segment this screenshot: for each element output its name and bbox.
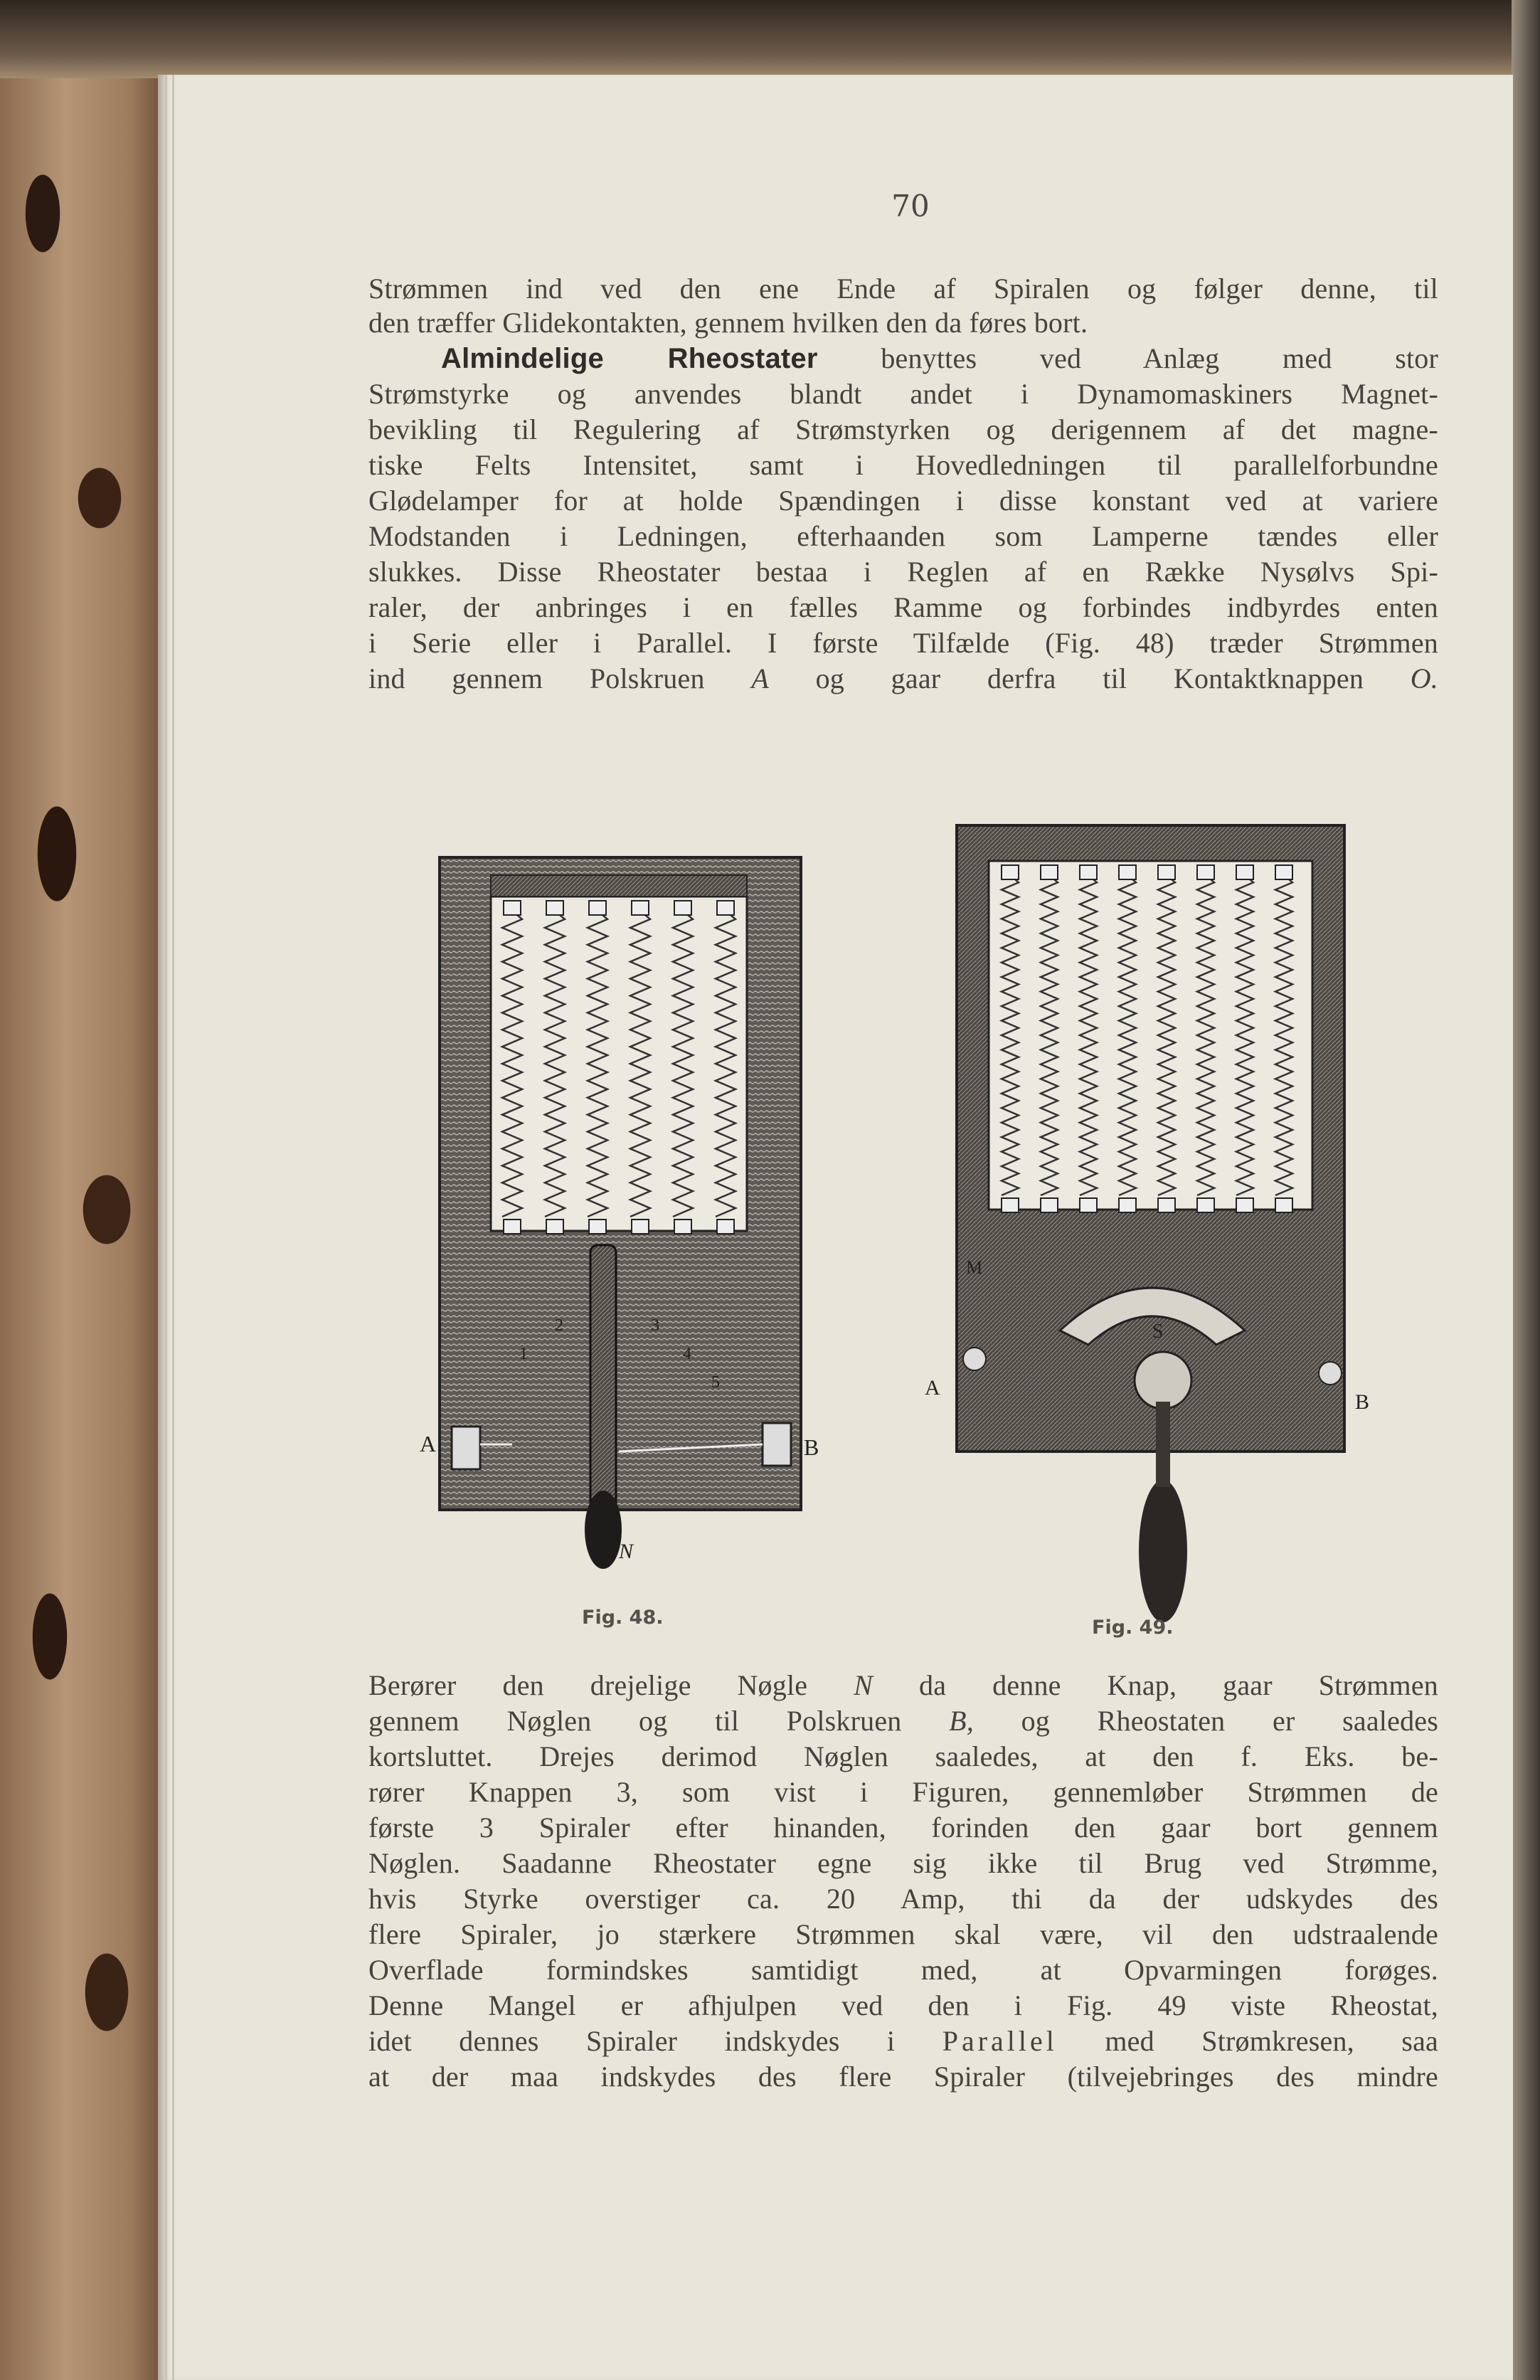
clamp [589, 901, 606, 915]
clamp [1158, 865, 1175, 879]
clamp [546, 901, 563, 915]
text-line: Strømstyrke og anvendes blandt andet i Dynamomaskiners Magnet- [368, 378, 1438, 410]
clamp [1275, 1198, 1292, 1212]
clamp [1197, 1198, 1214, 1212]
clamp [1080, 1198, 1097, 1212]
clamp [632, 1220, 649, 1234]
page-edge [165, 75, 167, 2380]
label-n: N [619, 1540, 634, 1563]
figure-48-caption: Fig. 48. [582, 1607, 664, 1629]
text-line: den træffer Glidekontakten, gennem hvilken den da føres bort. [368, 307, 1088, 339]
figure-48-series-rheostat [384, 847, 882, 1572]
text-line: Strømmen ind ved den ene Ende af Spiralen og følger denne, til [368, 273, 1438, 305]
clamp [1080, 865, 1097, 879]
spiral-window [989, 861, 1312, 1210]
clamp [717, 1220, 734, 1234]
label-a: A [925, 1376, 940, 1400]
label-knob-2: 2 [555, 1316, 563, 1335]
clamp [1158, 1198, 1175, 1212]
text-line: at der maa indskydes des flere Spiraler (tilvejebringes des mindre [368, 2061, 1438, 2093]
text-line: kortsluttet. Drejes derimod Nøglen saaledes, at den f. Eks. be- [368, 1740, 1438, 1772]
page-number: 70 [891, 189, 930, 223]
label-knob-4: 4 [683, 1345, 691, 1363]
clamp [589, 1220, 606, 1234]
text-line: i Serie eller i Parallel. I første Tilfælde (Fig. 48) træder Strømmen [368, 627, 1438, 659]
text-line: gennem Nøglen og til Polskruen B, og Rheostaten er saaledes [368, 1705, 1438, 1737]
figure-49-caption: Fig. 49. [1092, 1617, 1174, 1639]
clamp [1236, 865, 1253, 879]
terminal-b [763, 1423, 791, 1466]
book-top-edge [0, 0, 1540, 78]
label-b: B [804, 1434, 819, 1460]
handle-grip [1139, 1480, 1187, 1622]
text-line: tiske Felts Intensitet, samt i Hovedledningen til parallelforbundne [368, 449, 1438, 481]
text-line: Almindelige Rheostater benyttes ved Anlæg med stor [441, 342, 1438, 374]
clamp [504, 1220, 521, 1234]
clamp [1002, 1198, 1019, 1212]
text-line: raler, der anbringes i en fælles Ramme og forbindes indbyrdes enten [368, 591, 1438, 623]
label-knob-1: 1 [519, 1345, 528, 1363]
text-line: Berører den drejelige Nøgle N da denne Knap, gaar Strømmen [368, 1669, 1438, 1701]
clamp [1119, 1198, 1136, 1212]
label-m: M [966, 1257, 983, 1278]
label-knob-3: 3 [651, 1316, 659, 1335]
text-line: rører Knappen 3, som vist i Figuren, gennemløber Strømmen de [368, 1776, 1438, 1808]
text-line: hvis Styrke overstiger ca. 20 Amp, thi da der udskydes des [368, 1883, 1438, 1915]
clamp [546, 1220, 563, 1234]
text-line: Overflade formindskes samtidigt med, at Opvarmingen forøges. [368, 1954, 1438, 1986]
clamp [1041, 865, 1058, 879]
clamp [632, 901, 649, 915]
text-line: bevikling til Regulering af Strømstyrken og derigennem af det magne- [368, 413, 1438, 445]
text-line: Denne Mangel er afhjulpen ved den i Fig. 49 viste Rheostat, [368, 1989, 1438, 2021]
clamp [1041, 1198, 1058, 1212]
terminal-a [452, 1427, 480, 1469]
label-s: S [1152, 1321, 1164, 1343]
clamp [504, 901, 521, 915]
label-b: B [1355, 1390, 1370, 1414]
clamp [1197, 865, 1214, 879]
clamp [1275, 865, 1292, 879]
clamp [1119, 865, 1136, 879]
text-line: slukkes. Disse Rheostater bestaa i Reglen af en Række Nysølvs Spi- [368, 556, 1438, 588]
clamp [1002, 865, 1019, 879]
text-line: idet dennes Spiraler indskydes i Parallel med Strømkresen, saa [368, 2025, 1438, 2057]
text-line: flere Spiraler, jo stærkere Strømmen skal være, vil den udstraalende [368, 1918, 1438, 1950]
spiral-window [491, 897, 747, 1231]
book-right-edge [1512, 0, 1540, 2380]
clamp [674, 1220, 691, 1234]
figure-49-parallel-rheostat [918, 818, 1387, 1629]
book-cover-marbled [0, 0, 164, 2380]
text-line: Modstanden i Ledningen, efterhaanden som Lamperne tændes eller [368, 520, 1438, 552]
handle-grip [585, 1491, 622, 1569]
page-edge [172, 75, 174, 2380]
label-knob-5: 5 [711, 1373, 720, 1392]
clamp [1236, 1198, 1253, 1212]
text-line: Nøglen. Saadanne Rheostater egne sig ikke til Brug ved Strømme, [368, 1847, 1438, 1879]
section-heading: Almindelige Rheostater [441, 343, 818, 374]
clamp [717, 901, 734, 915]
text-line: ind gennem Polskruen A og gaar derfra til Kontaktknappen O. [368, 662, 1438, 694]
label-a: A [420, 1431, 437, 1456]
text-line: Glødelamper for at holde Spændingen i disse konstant ved at variere [368, 485, 1438, 517]
pivot [1135, 1352, 1191, 1409]
text-line: første 3 Spiraler efter hinanden, forinden den gaar bort gennem [368, 1812, 1438, 1844]
clamp [674, 901, 691, 915]
